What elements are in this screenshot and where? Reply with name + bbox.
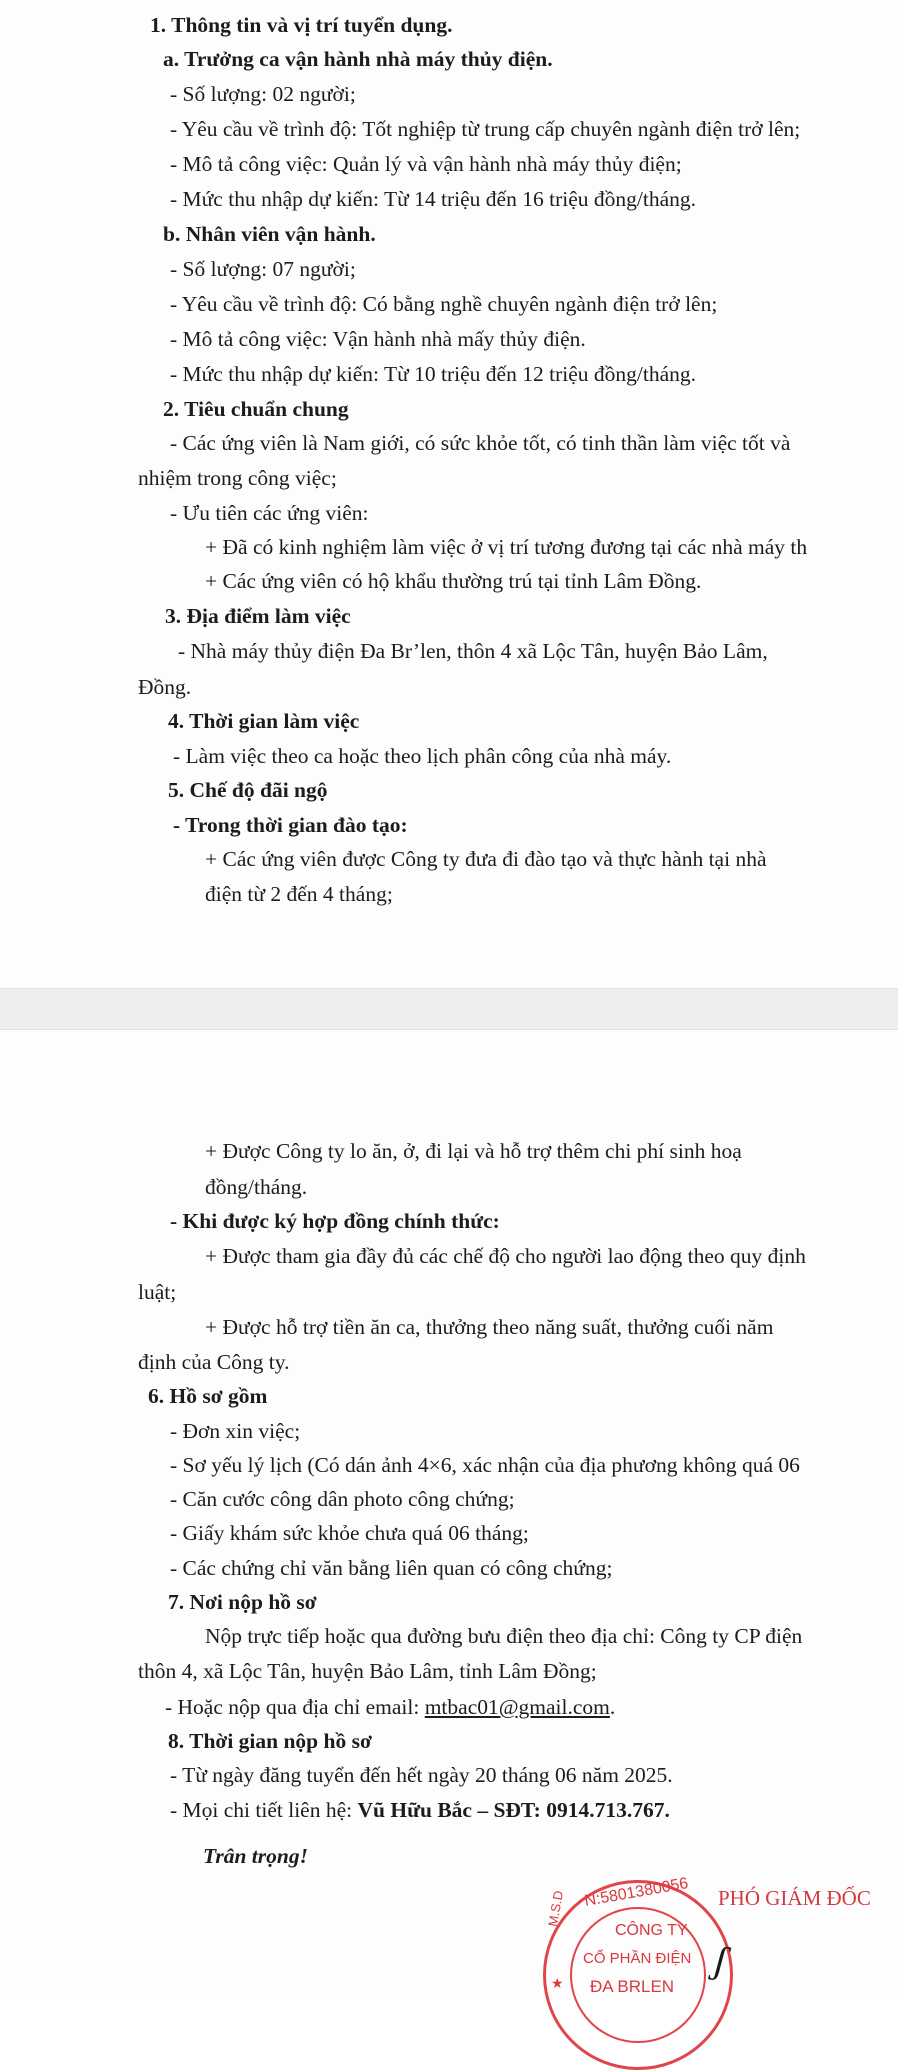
position-a-description: - Mô tả công việc: Quản lý và vận hành nhà máy thủy điện; [170,152,682,176]
closing: Trân trọng! [203,1844,308,1868]
seal-text: CỔ PHẦN ĐIỆN [583,1950,692,1967]
section-7-heading: 7. Nơi nộp hồ sơ [168,1590,317,1614]
submission-line: Nộp trực tiếp hoặc qua đường bưu điện theo địa chỉ: Công ty CP điện [205,1624,803,1648]
document-page-2 [0,1030,898,2000]
section-5-heading: 5. Chế độ đãi ngộ [168,778,328,802]
document-item: - Các chứng chỉ văn bằng liên quan có công chứng; [170,1556,613,1580]
section-2-heading: 2. Tiêu chuẩn chung [163,397,349,421]
section-3-line: Đồng. [138,675,192,699]
contract-line: + Được tham gia đầy đủ các chế độ cho người lao động theo quy định [205,1244,806,1268]
position-b-quantity: - Số lượng: 07 người; [170,257,356,281]
training-heading: - Trong thời gian đào tạo: [173,813,408,837]
document-item: - Giấy khám sức khỏe chưa quá 06 tháng; [170,1521,529,1545]
section-2-line: + Các ứng viên có hộ khẩu thường trú tại tỉnh Lâm Đồng. [205,569,702,593]
section-2-line: + Đã có kinh nghiệm làm việc ở vị trí tương đương tại các nhà máy th [205,535,808,559]
training-line: + Các ứng viên được Công ty đưa đi đào tạo và thực hành tại nhà [205,847,767,871]
email-link[interactable]: mtbac01@gmail.com [424,1695,610,1719]
section-2-line: - Các ứng viên là Nam giới, có sức khỏe tốt, có tinh thần làm việc tốt và [170,431,791,455]
deadline-line: - Từ ngày đăng tuyển đến hết ngày 20 tháng 06 năm 2025. [170,1763,673,1787]
section-4-line: - Làm việc theo ca hoặc theo lịch phân công của nhà máy. [173,744,672,768]
seal-text: ĐA BRLEN [590,1977,675,1996]
section-4-heading: 4. Thời gian làm việc [168,709,360,733]
position-a-heading: a. Trưởng ca vận hành nhà máy thủy điện. [163,47,553,71]
position-b-description: - Mô tả công việc: Vận hành nhà mấy thủy điện. [170,327,586,351]
document-item: - Đơn xin việc; [170,1419,301,1443]
section-2-line: nhiệm trong công việc; [138,466,337,490]
section-6-heading: 6. Hồ sơ gồm [148,1384,268,1408]
position-b-requirement: - Yêu cầu về trình độ: Có bằng nghề chuyên ngành điện trở lên; [170,292,718,316]
section-8-heading: 8. Thời gian nộp hồ sơ [168,1729,372,1753]
handwritten-signature: ʃ [708,1936,733,1983]
seal-text: CÔNG TY [615,1922,688,1939]
support-line: đồng/tháng. [205,1175,308,1199]
seal-code: N:5801380056 [583,1875,690,1910]
position-a-salary: - Mức thu nhập dự kiến: Từ 14 triệu đến 16 triệu đồng/tháng. [170,187,696,211]
training-line: điện từ 2 đến 4 tháng; [205,882,393,906]
section-3-line: - Nhà máy thủy điện Đa Br’len, thôn 4 xã Lộc Tân, huyện Bảo Lâm, [178,639,768,663]
position-b-salary: - Mức thu nhập dự kiến: Từ 10 triệu đến 12 triệu đồng/tháng. [170,362,696,386]
support-line: + Được Công ty lo ăn, ở, đi lại và hỗ trợ thêm chi phí sinh hoạ [205,1139,742,1163]
position-a-requirement: - Yêu cầu về trình độ: Tốt nghiệp từ trung cấp chuyên ngành điện trở lên; [170,117,801,141]
contract-heading: - Khi được ký hợp đồng chính thức: [170,1209,500,1233]
position-a-quantity: - Số lượng: 02 người; [170,82,356,106]
section-1-heading: 1. Thông tin và vị trí tuyển dụng. [150,13,453,37]
seal-star-icon: ★ [551,1977,564,1992]
contract-line: định của Công ty. [138,1350,290,1374]
document-item: - Sơ yếu lý lịch (Có dán ảnh 4×6, xác nhận của địa phương không quá 06 [170,1453,800,1477]
seal-side-text: M.S.D [545,1889,567,1928]
submission-email-line: - Hoặc nộp qua địa chỉ email: mtbac01@gmail.com. [165,1695,616,1719]
document-item: - Căn cước công dân photo công chứng; [170,1487,515,1511]
submission-line: thôn 4, xã Lộc Tân, huyện Bảo Lâm, tỉnh Lâm Đồng; [138,1659,597,1683]
contract-line: luật; [138,1280,177,1304]
section-2-line: - Ưu tiên các ứng viên: [170,501,369,525]
company-seal [543,1880,733,2070]
document-page-1 [0,0,898,988]
contact-line: - Mọi chi tiết liên hệ: Vũ Hữu Bắc – SĐT: 0914.713.767. [170,1798,670,1822]
page-divider [0,988,898,1030]
signer-title: PHÓ GIÁM ĐỐC [718,1886,871,1910]
contract-line: + Được hỗ trợ tiền ăn ca, thưởng theo năng suất, thưởng cuối năm [205,1315,774,1339]
section-3-heading: 3. Địa điểm làm việc [165,604,351,628]
contact-name-phone: Vũ Hữu Bắc – SĐT: 0914.713.767. [357,1798,670,1822]
position-b-heading: b. Nhân viên vận hành. [163,222,376,246]
